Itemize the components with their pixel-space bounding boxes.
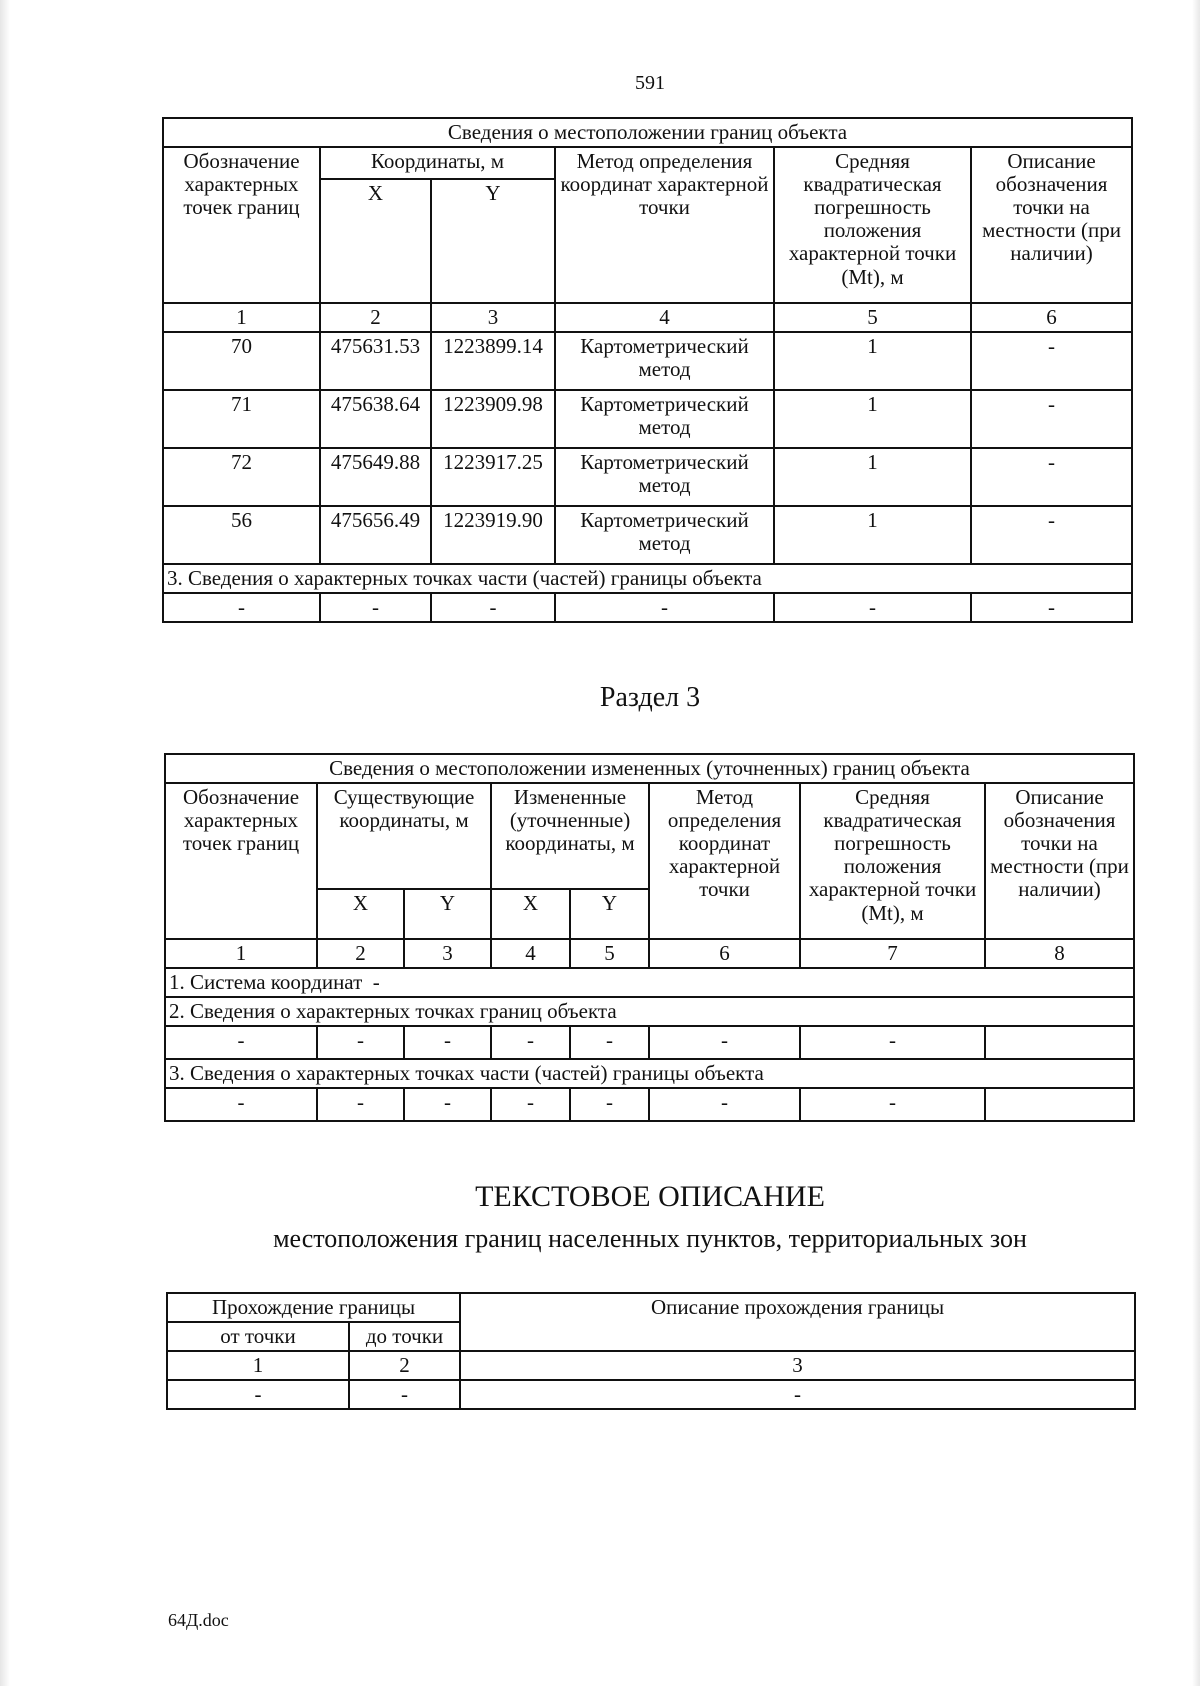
header-row bbox=[167, 1293, 1135, 1322]
section-label-row bbox=[163, 564, 1132, 593]
section-label-row bbox=[165, 1059, 1134, 1088]
empty-cell: - bbox=[349, 1380, 460, 1409]
table-title: Сведения о местоположении границ объекта bbox=[163, 118, 1132, 147]
section3-label: 3. Сведения о характерных точках части (частей) границы объекта bbox=[165, 1059, 1134, 1088]
column-number-row bbox=[165, 939, 1134, 968]
column-number: 1 bbox=[167, 1351, 349, 1380]
description: - bbox=[971, 506, 1132, 564]
header-coords: Координаты, м bbox=[320, 147, 555, 179]
column-number: 4 bbox=[555, 303, 774, 332]
empty-cell bbox=[985, 1088, 1134, 1121]
coord-y: 1223919.90 bbox=[431, 506, 555, 564]
column-number: 8 bbox=[985, 939, 1134, 968]
empty-cell: - bbox=[167, 1380, 349, 1409]
coord-x: 475649.88 bbox=[320, 448, 431, 506]
coordinate-system-label: 1. Система координат - bbox=[165, 968, 1134, 997]
empty-cell: - bbox=[431, 593, 555, 622]
text-description-subtitle: местоположения границ населенных пунктов, территориальных зон bbox=[273, 1224, 1027, 1253]
section2-label: 2. Сведения о характерных точках границ объекта bbox=[165, 997, 1134, 1026]
header-row bbox=[163, 147, 1132, 179]
header-from-point: от точки bbox=[167, 1322, 349, 1351]
method: Картометрический метод bbox=[555, 332, 774, 390]
empty-cell: - bbox=[404, 1088, 491, 1121]
method: Картометрический метод bbox=[555, 506, 774, 564]
error-value: 1 bbox=[774, 506, 971, 564]
error-value: 1 bbox=[774, 332, 971, 390]
empty-cell: - bbox=[404, 1026, 491, 1059]
table-row bbox=[163, 506, 1132, 564]
scan-edge-left bbox=[0, 0, 10, 1686]
header-point: Обозначение характерных точек границ bbox=[165, 783, 317, 939]
column-number: 7 bbox=[800, 939, 985, 968]
table-title-row bbox=[163, 118, 1132, 147]
empty-cell: - bbox=[570, 1088, 649, 1121]
coord-x: 475638.64 bbox=[320, 390, 431, 448]
section3-label: 3. Сведения о характерных точках части (частей) границы объекта bbox=[163, 564, 1132, 593]
column-number: 5 bbox=[570, 939, 649, 968]
coord-y: 1223899.14 bbox=[431, 332, 555, 390]
empty-cell bbox=[985, 1026, 1134, 1059]
scan-edge-right bbox=[1192, 0, 1200, 1686]
header-passage: Прохождение границы bbox=[167, 1293, 460, 1322]
empty-cell: - bbox=[165, 1026, 317, 1059]
header-row bbox=[165, 783, 1134, 889]
description: - bbox=[971, 448, 1132, 506]
column-number: 6 bbox=[649, 939, 800, 968]
error-value: 1 bbox=[774, 448, 971, 506]
column-number-row bbox=[163, 303, 1132, 332]
empty-cell: - bbox=[320, 593, 431, 622]
column-number: 1 bbox=[163, 303, 320, 332]
text-description-title: ТЕКСТОВОЕ ОПИСАНИЕ bbox=[475, 1180, 825, 1213]
table-row bbox=[165, 1026, 1134, 1059]
header-method: Метод определения координат характерной точки bbox=[649, 783, 800, 939]
description: - bbox=[971, 332, 1132, 390]
column-number: 3 bbox=[431, 303, 555, 332]
empty-cell: - bbox=[774, 593, 971, 622]
section-label-row bbox=[165, 968, 1134, 997]
table-title: Сведения о местоположении измененных (уточненных) границ объекта bbox=[165, 754, 1134, 783]
point-id: 56 bbox=[163, 506, 320, 564]
header-description: Описание обозначения точки на местности (при наличии) bbox=[971, 147, 1132, 303]
column-number: 3 bbox=[460, 1351, 1135, 1380]
column-number: 1 bbox=[165, 939, 317, 968]
empty-cell: - bbox=[491, 1088, 570, 1121]
table-row bbox=[163, 448, 1132, 506]
empty-cell: - bbox=[570, 1026, 649, 1059]
empty-cell: - bbox=[971, 593, 1132, 622]
header-x: X bbox=[491, 889, 570, 939]
header-error: Средняя квадратическая погрешность положения характерной точки (Mt), м bbox=[774, 147, 971, 303]
column-number: 4 bbox=[491, 939, 570, 968]
coord-y: 1223909.98 bbox=[431, 390, 555, 448]
table-row bbox=[167, 1380, 1135, 1409]
empty-cell: - bbox=[649, 1088, 800, 1121]
point-id: 72 bbox=[163, 448, 320, 506]
section-label-row bbox=[165, 997, 1134, 1026]
description: - bbox=[971, 390, 1132, 448]
column-number: 2 bbox=[349, 1351, 460, 1380]
boundary-passage-table bbox=[166, 1292, 1136, 1410]
empty-cell: - bbox=[800, 1088, 985, 1121]
header-x: X bbox=[320, 179, 431, 303]
header-error: Средняя квадратическая погрешность положения характерной точки (Mt), м bbox=[800, 783, 985, 939]
table-row bbox=[165, 1088, 1134, 1121]
header-y: Y bbox=[431, 179, 555, 303]
section-heading: Раздел 3 bbox=[599, 682, 701, 713]
empty-cell: - bbox=[317, 1026, 404, 1059]
changed-boundary-table bbox=[164, 753, 1135, 1122]
method: Картометрический метод bbox=[555, 390, 774, 448]
column-number-row bbox=[167, 1351, 1135, 1380]
empty-cell: - bbox=[800, 1026, 985, 1059]
column-number: 2 bbox=[320, 303, 431, 332]
table-row bbox=[163, 390, 1132, 448]
header-point: Обозначение характерных точек границ bbox=[163, 147, 320, 303]
empty-cell: - bbox=[649, 1026, 800, 1059]
table-row bbox=[163, 332, 1132, 390]
header-method: Метод определения координат характерной точки bbox=[555, 147, 774, 303]
coord-y: 1223917.25 bbox=[431, 448, 555, 506]
header-existing: Существующие координаты, м bbox=[317, 783, 491, 889]
column-number: 3 bbox=[404, 939, 491, 968]
page-number: 591 bbox=[635, 72, 665, 94]
table-row bbox=[163, 593, 1132, 622]
column-number: 2 bbox=[317, 939, 404, 968]
point-id: 70 bbox=[163, 332, 320, 390]
table-title-row bbox=[165, 754, 1134, 783]
point-id: 71 bbox=[163, 390, 320, 448]
boundary-points-table bbox=[162, 117, 1133, 623]
method: Картометрический метод bbox=[555, 448, 774, 506]
header-y: Y bbox=[404, 889, 491, 939]
empty-cell: - bbox=[165, 1088, 317, 1121]
column-number: 5 bbox=[774, 303, 971, 332]
empty-cell: - bbox=[460, 1380, 1135, 1409]
coord-x: 475656.49 bbox=[320, 506, 431, 564]
header-x: X bbox=[317, 889, 404, 939]
header-to-point: до точки bbox=[349, 1322, 460, 1351]
empty-cell: - bbox=[491, 1026, 570, 1059]
empty-cell: - bbox=[317, 1088, 404, 1121]
coord-x: 475631.53 bbox=[320, 332, 431, 390]
footer-filename: 64Д.doc bbox=[168, 1610, 229, 1630]
header-passage-description: Описание прохождения границы bbox=[460, 1293, 1135, 1351]
header-y: Y bbox=[570, 889, 649, 939]
column-number: 6 bbox=[971, 303, 1132, 332]
empty-cell: - bbox=[163, 593, 320, 622]
header-description: Описание обозначения точки на местности (при наличии) bbox=[985, 783, 1134, 939]
header-changed: Измененные (уточненные) координаты, м bbox=[491, 783, 649, 889]
empty-cell: - bbox=[555, 593, 774, 622]
error-value: 1 bbox=[774, 390, 971, 448]
